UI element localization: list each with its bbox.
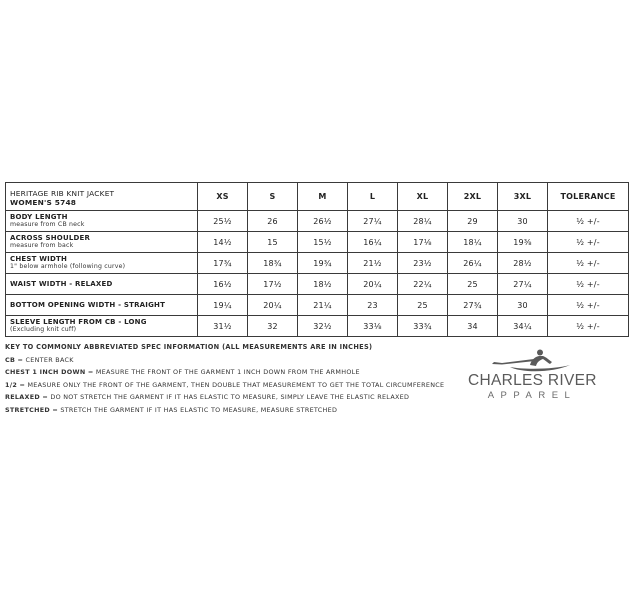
measurement-label: SLEEVE LENGTH FROM CB - LONG bbox=[10, 318, 147, 326]
measurement-value-xl: 17⅛ bbox=[398, 232, 448, 253]
measurement-value-l: 33⅛ bbox=[348, 316, 398, 337]
measurement-value-3xl: 19⅜ bbox=[498, 232, 548, 253]
key-definition: MEASURE THE FRONT OF THE GARMENT 1 INCH DOWN FROM THE ARMHOLE bbox=[95, 368, 360, 376]
measurement-value-xs: 16½ bbox=[198, 274, 248, 295]
measurement-value-xs: 25½ bbox=[198, 211, 248, 232]
measurement-value-3xl: 27¼ bbox=[498, 274, 548, 295]
measurement-value-xl: 23½ bbox=[398, 253, 448, 274]
charles-river-logo bbox=[468, 349, 596, 409]
measurement-label: WAIST WIDTH - RELAXED bbox=[10, 280, 113, 288]
size-header-l: L bbox=[348, 183, 398, 211]
measurement-note: measure from back bbox=[10, 242, 74, 249]
spec-sheet bbox=[5, 182, 616, 337]
key-separator: = bbox=[85, 368, 96, 376]
measurement-value-3xl: 30 bbox=[498, 295, 548, 316]
measurement-value-xs: 17¾ bbox=[198, 253, 248, 274]
measurement-value-m: 26½ bbox=[298, 211, 348, 232]
measurement-value-s: 32 bbox=[248, 316, 298, 337]
spec-row-sleeve-length-from-cb-long bbox=[6, 316, 629, 337]
table-header-row bbox=[6, 183, 629, 211]
tolerance-header: TOLERANCE bbox=[548, 183, 629, 211]
key-term: 1/2 bbox=[5, 380, 18, 389]
measurement-value-2xl: 27¾ bbox=[448, 295, 498, 316]
measurement-value-2xl: 29 bbox=[448, 211, 498, 232]
measurement-value-3xl: 30 bbox=[498, 211, 548, 232]
tolerance-value: ½ +/- bbox=[548, 274, 629, 295]
measurement-value-xs: 19¼ bbox=[198, 295, 248, 316]
measurement-value-l: 23 bbox=[348, 295, 398, 316]
key-definition: CENTER BACK bbox=[25, 355, 74, 364]
size-header-s: S bbox=[248, 183, 298, 211]
measurement-value-2xl: 18¼ bbox=[448, 232, 498, 253]
measurement-value-xl: 28¼ bbox=[398, 211, 448, 232]
measurement-value-s: 26 bbox=[248, 211, 298, 232]
abbreviation-key bbox=[5, 341, 445, 416]
measurement-value-xs: 14½ bbox=[198, 232, 248, 253]
key-term: CB bbox=[5, 355, 16, 364]
measurement-value-3xl: 28½ bbox=[498, 253, 548, 274]
size-header-m: M bbox=[298, 183, 348, 211]
measurement-value-3xl: 34¼ bbox=[498, 316, 548, 337]
measurement-note: (Excluding knit cuff) bbox=[10, 326, 77, 333]
size-header-xl: XL bbox=[398, 183, 448, 211]
key-term: RELAXED bbox=[5, 393, 41, 401]
size-header-2xl: 2XL bbox=[448, 183, 498, 211]
key-definition: DO NOT STRETCH THE GARMENT IF IT HAS ELASTIC TO MEASURE, SIMPLY LEAVE THE ELASTIC RELAXED bbox=[50, 393, 410, 401]
spec-row-chest-width bbox=[6, 253, 629, 274]
product-title-cell bbox=[6, 183, 198, 211]
key-separator: = bbox=[40, 393, 51, 401]
spec-row-across-shoulder bbox=[6, 232, 629, 253]
measurement-value-s: 18¾ bbox=[248, 253, 298, 274]
measurement-label-cell bbox=[6, 253, 198, 274]
measurement-value-2xl: 34 bbox=[448, 316, 498, 337]
measurement-label-cell bbox=[6, 316, 198, 337]
key-separator: = bbox=[17, 380, 28, 389]
tolerance-value: ½ +/- bbox=[548, 253, 629, 274]
measurement-label-cell bbox=[6, 211, 198, 232]
tolerance-value: ½ +/- bbox=[548, 316, 629, 337]
measurement-label-cell bbox=[6, 274, 198, 295]
measurement-value-2xl: 25 bbox=[448, 274, 498, 295]
product-style-number: WOMEN'S 5748 bbox=[10, 197, 77, 207]
measurement-value-s: 17½ bbox=[248, 274, 298, 295]
measurement-value-s: 20¼ bbox=[248, 295, 298, 316]
key-definition: STRETCH THE GARMENT IF IT HAS ELASTIC TO MEASURE, MEASURE STRETCHED bbox=[60, 405, 338, 414]
product-name: HERITAGE RIB KNIT JACKET bbox=[10, 188, 115, 198]
key-title: KEY TO COMMONLY ABBREVIATED SPEC INFORMATION (ALL MEASUREMENTS ARE IN INCHES) bbox=[5, 343, 373, 351]
spec-row-body-length bbox=[6, 211, 629, 232]
key-item bbox=[5, 354, 445, 367]
measurement-label: ACROSS SHOULDER bbox=[10, 234, 91, 242]
size-header-xs: XS bbox=[198, 183, 248, 211]
spec-row-bottom-opening-width-straight bbox=[6, 295, 629, 316]
measurement-value-xl: 25 bbox=[398, 295, 448, 316]
key-term: CHEST 1 INCH DOWN bbox=[5, 368, 86, 376]
measurement-label: BODY LENGTH bbox=[10, 213, 68, 221]
measurement-value-l: 16¼ bbox=[348, 232, 398, 253]
tolerance-value: ½ +/- bbox=[548, 295, 629, 316]
brand-subtitle: APPAREL bbox=[487, 390, 577, 401]
size-header-3xl: 3XL bbox=[498, 183, 548, 211]
measurement-label: BOTTOM OPENING WIDTH - STRAIGHT bbox=[10, 301, 166, 309]
spec-row-waist-width-relaxed bbox=[6, 274, 629, 295]
measurement-value-l: 20¼ bbox=[348, 274, 398, 295]
measurement-value-m: 19¾ bbox=[298, 253, 348, 274]
tolerance-value: ½ +/- bbox=[548, 232, 629, 253]
measurement-label-cell bbox=[6, 295, 198, 316]
key-item bbox=[5, 379, 445, 392]
spec-table-body bbox=[6, 211, 629, 337]
key-item bbox=[5, 366, 445, 379]
key-term: STRETCHED bbox=[5, 405, 51, 414]
measurement-value-xs: 31½ bbox=[198, 316, 248, 337]
measurement-note: 1" below armhole (following curve) bbox=[10, 263, 126, 270]
measurement-value-m: 21¼ bbox=[298, 295, 348, 316]
measurement-value-s: 15 bbox=[248, 232, 298, 253]
key-separator: = bbox=[15, 355, 26, 364]
brand-name: CHARLES RIVER bbox=[468, 372, 597, 389]
key-definition: MEASURE ONLY THE FRONT OF THE GARMENT, THEN DOUBLE THAT MEASUREMENT TO GET THE TOTAL CIRCUMFERENCE bbox=[27, 380, 445, 389]
key-item bbox=[5, 404, 445, 417]
tolerance-value: ½ +/- bbox=[548, 211, 629, 232]
measurement-value-l: 27¼ bbox=[348, 211, 398, 232]
key-item bbox=[5, 391, 445, 404]
measurement-label: CHEST WIDTH bbox=[10, 255, 68, 263]
measurement-label-cell bbox=[6, 232, 198, 253]
key-items bbox=[5, 354, 445, 417]
measurement-note: measure from CB neck bbox=[10, 221, 85, 228]
measurement-value-m: 32½ bbox=[298, 316, 348, 337]
measurement-value-m: 18½ bbox=[298, 274, 348, 295]
measurement-value-xl: 33¾ bbox=[398, 316, 448, 337]
key-separator: = bbox=[50, 405, 61, 414]
measurement-value-xl: 22¼ bbox=[398, 274, 448, 295]
measurement-value-l: 21½ bbox=[348, 253, 398, 274]
measurement-value-2xl: 26¼ bbox=[448, 253, 498, 274]
measurement-value-m: 15½ bbox=[298, 232, 348, 253]
size-spec-table bbox=[5, 182, 629, 337]
